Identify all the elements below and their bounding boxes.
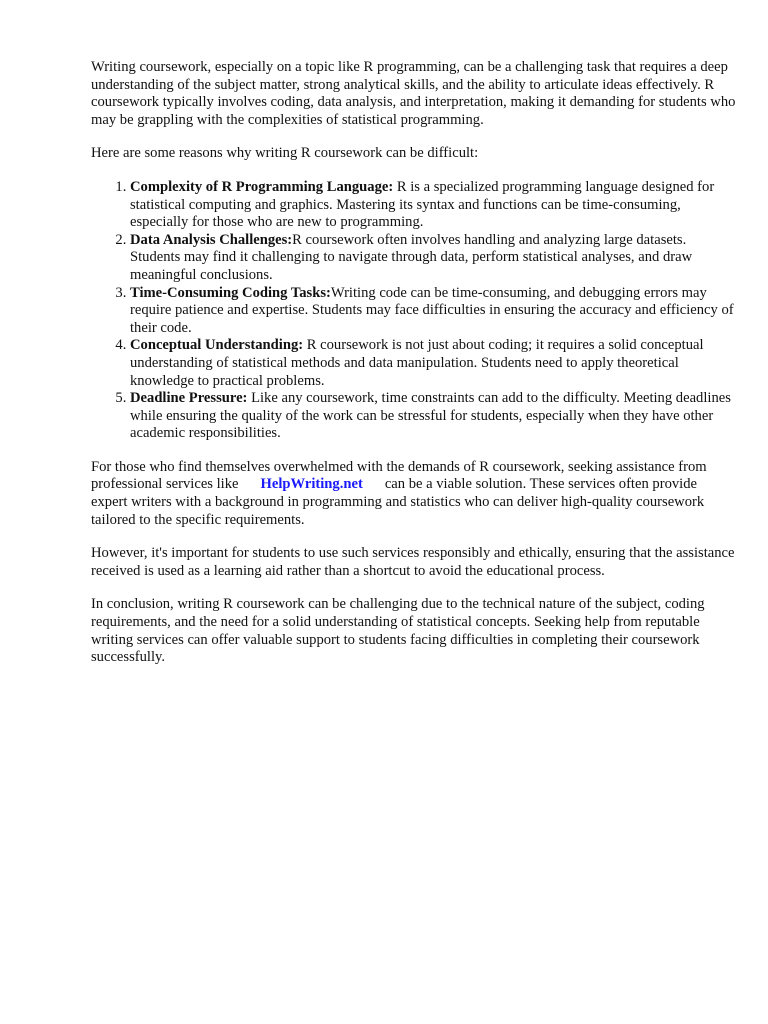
list-item-title: Deadline Pressure:: [130, 390, 248, 407]
list-item-text: Writing code can be time-consuming, and debugging errors may require patience and expertise. Students may face difficulties in ensuring the accuracy and efficiency of their code.: [130, 284, 734, 336]
list-item-text: Like any coursework, time constraints can add to the difficulty. Meeting deadlines while ensuring the quality of the work can be stressful for students, especially when they have other academic responsibilities.: [130, 390, 731, 442]
reasons-lead-paragraph: Here are some reasons why writing R coursework can be difficult:: [91, 145, 479, 162]
reasons-list: [91, 179, 736, 443]
conclusion-paragraph: In conclusion, writing R coursework can be challenging due to the technical nature of the subject, coding requirements, and the need for a solid understanding of statistical concepts. Seeking help from reputable writing services can offer valuable support to students facing difficulties in completing their coursework successfully.: [91, 596, 705, 666]
intro-paragraph: Writing coursework, especially on a topic like R programming, can be a challenging task that requires a deep understanding of the subject matter, strong analytical skills, and the ability to articulate ideas effectively. R coursework typically involves coding, data analysis, and interpretation, making it demanding for students who may be grappling with the complexities of statistical programming.: [91, 59, 736, 128]
services-paragraph: [91, 459, 736, 529]
list-item: [130, 337, 736, 390]
list-item-title: Complexity of R Programming Language:: [130, 178, 394, 195]
services-text-before: For those who find themselves overwhelmed with the demands of R coursework, seeking assistance from professional services like: [91, 458, 707, 493]
list-item-text: R is a specialized programming language designed for statistical computing and graphics. Mastering its syntax and functions can be time-consuming, especially for those who are new to programming.: [130, 178, 715, 231]
services-text-after: can be a viable solution. These services often provide expert writers with a background in programming and statistics who can deliver high-quality coursework tailored to the specific requirements.: [91, 476, 705, 528]
document-page: [91, 59, 736, 683]
list-item-title: Data Analysis Challenges:: [130, 231, 293, 248]
list-item: [130, 390, 736, 443]
list-item: [130, 179, 736, 232]
list-item-title: Time-Consuming Coding Tasks:: [130, 284, 331, 301]
list-item: [130, 285, 736, 338]
helpwriting-link[interactable]: HelpWriting.net: [260, 476, 363, 493]
responsibility-paragraph: However, it's important for students to use such services responsibly and ethically, ensuring that the assistance received is used as a learning aid rather than a shortcut to avoid the educational process.: [91, 545, 735, 579]
list-item-title: Conceptual Understanding:: [130, 337, 304, 354]
list-item-text: R coursework is not just about coding; it requires a solid conceptual understanding of statistical methods and data manipulation. Students need to apply theoretical knowledge to practical problems.: [130, 337, 704, 389]
list-item: [130, 232, 736, 285]
list-item-text: R coursework often involves handling and analyzing large datasets. Students may find it challenging to navigate through data, perform statistical analyses, and draw meaningful conclusions.: [130, 231, 693, 283]
